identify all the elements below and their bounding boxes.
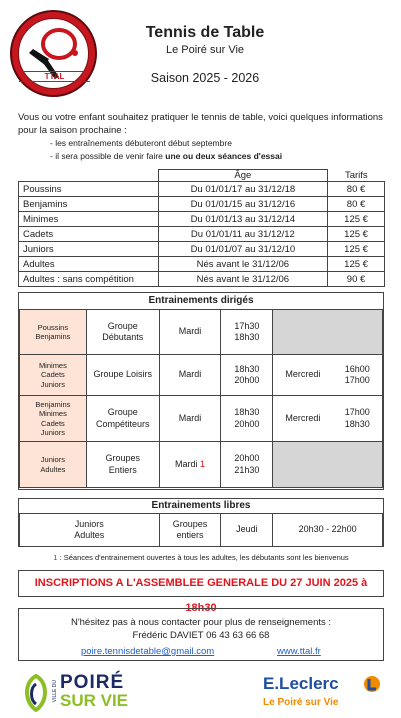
page-title: Tennis de Table bbox=[145, 24, 265, 41]
leclerc-label: E.Leclerc bbox=[263, 674, 339, 693]
website-link[interactable]: www.ttal.fr bbox=[277, 646, 321, 657]
diriges-times: 17h30 18h30 bbox=[221, 310, 273, 355]
bullet-trial: - il sera possible de venir faire une ou deux séances d'essai bbox=[50, 151, 283, 161]
tarif-price: 125 € bbox=[328, 227, 385, 242]
diriges-row bbox=[20, 442, 383, 488]
diriges-ages: Minimes Cadets Juniors bbox=[20, 355, 87, 396]
tarif-cat: Benjamins bbox=[19, 197, 159, 212]
tarif-row bbox=[19, 197, 385, 212]
diriges-ages: Juniors Adultes bbox=[20, 442, 87, 488]
age-header: Âge bbox=[158, 170, 327, 182]
diriges-group: Groupe Débutants bbox=[86, 310, 159, 355]
price-header: Tarifs bbox=[344, 169, 368, 181]
diriges-day: Mardi 1 bbox=[159, 442, 221, 488]
tarif-age: Du 01/01/13 au 31/12/14 bbox=[158, 212, 327, 227]
libres-who: Juniors Adultes bbox=[20, 514, 160, 547]
diriges-times2: 16h00 17h00 bbox=[333, 355, 383, 396]
diriges-times: 18h30 20h00 bbox=[221, 396, 273, 442]
page-subtitle: Le Poiré sur Vie bbox=[165, 44, 245, 56]
tarif-age: Du 01/01/17 au 31/12/18 bbox=[158, 182, 327, 197]
tarif-cat: Poussins bbox=[19, 182, 159, 197]
logo-text: TTAL bbox=[19, 71, 90, 82]
diriges-day2: Mercredi bbox=[273, 396, 333, 442]
tarif-cat: Minimes bbox=[19, 212, 159, 227]
empty-slot bbox=[273, 310, 383, 355]
diriges-times: 18h30 20h00 bbox=[221, 355, 273, 396]
tarif-row bbox=[19, 257, 385, 272]
diriges-group: Groupes Entiers bbox=[86, 442, 159, 488]
diriges-group: Groupe Loisirs bbox=[86, 355, 159, 396]
contact-box bbox=[18, 608, 384, 661]
diriges-ages: Poussins Benjamins bbox=[20, 310, 87, 355]
tarif-cat: Juniors bbox=[19, 242, 159, 257]
tarif-price: 125 € bbox=[328, 257, 385, 272]
poire-label: POIRÉ bbox=[60, 672, 125, 693]
tarif-price: 80 € bbox=[328, 197, 385, 212]
diriges-group: Groupe Compétiteurs bbox=[86, 396, 159, 442]
footnote: 1 : Séances d'entrainement ouvertes à tous les adultes, les débutants sont les bienvenus bbox=[53, 553, 349, 562]
tarif-row bbox=[19, 242, 385, 257]
tarif-age: Du 01/01/11 au 31/12/12 bbox=[158, 227, 327, 242]
diriges-box bbox=[18, 292, 384, 490]
diriges-day: Mardi bbox=[159, 310, 221, 355]
tarif-cat: Cadets bbox=[19, 227, 159, 242]
libres-box bbox=[18, 498, 384, 547]
libres-table bbox=[19, 513, 383, 547]
diriges-row bbox=[20, 355, 383, 396]
footnote-ref: 1 bbox=[200, 458, 206, 469]
tarif-row bbox=[19, 212, 385, 227]
leclerc-logo bbox=[263, 674, 383, 714]
tarif-row bbox=[19, 272, 385, 287]
tarifs-table bbox=[18, 169, 385, 287]
tarif-age: Du 01/01/07 au 31/12/10 bbox=[158, 242, 327, 257]
contact-intro: N'hésitez pas à nous contacter pour plus de renseignements : bbox=[70, 617, 332, 628]
inscription-banner: INSCRIPTIONS A L'ASSEMBLEE GENERALE DU 27 JUIN 2025 à 18h30 bbox=[18, 570, 384, 597]
leclerc-icon bbox=[363, 675, 381, 693]
tarif-price: 125 € bbox=[328, 242, 385, 257]
season-label: Saison 2025 - 2026 bbox=[150, 71, 260, 85]
empty-slot bbox=[273, 442, 383, 488]
diriges-day: Mardi bbox=[159, 355, 221, 396]
tarif-cat: Adultes bbox=[19, 257, 159, 272]
intro-text: Vous ou votre enfant souhaitez pratiquer le tennis de table, voici quelques informations pour la saison prochaine : bbox=[18, 112, 383, 136]
tarif-price: 90 € bbox=[328, 272, 385, 287]
tarif-age: Du 01/01/15 au 31/12/16 bbox=[158, 197, 327, 212]
leclerc-subtitle: Le Poiré sur Vie bbox=[263, 697, 339, 708]
diriges-day2: Mercredi bbox=[273, 355, 333, 396]
libres-group: Groupes entiers bbox=[159, 514, 221, 547]
libres-day: Jeudi bbox=[221, 514, 273, 547]
email-link[interactable]: poire.tennisdetable@gmail.com bbox=[81, 646, 215, 657]
libres-title: Entrainements libres bbox=[19, 499, 383, 514]
diriges-table bbox=[19, 309, 383, 488]
contact-phone: Frédéric DAVIET 06 43 63 66 68 bbox=[132, 630, 270, 641]
tarif-price: 125 € bbox=[328, 212, 385, 227]
diriges-row bbox=[20, 396, 383, 442]
tarif-cat: Adultes : sans compétition bbox=[19, 272, 159, 287]
diriges-times: 20h00 21h30 bbox=[221, 442, 273, 488]
diriges-title: Entrainements dirigés bbox=[19, 293, 383, 310]
tarif-age: Nés avant le 31/12/06 bbox=[158, 257, 327, 272]
diriges-times2: 17h00 18h30 bbox=[333, 396, 383, 442]
bullet-start: - les entraînements débuteront début septembre bbox=[50, 138, 232, 148]
poire-leaf-icon bbox=[22, 672, 50, 712]
tarif-row bbox=[19, 182, 385, 197]
ville-du-label: VILLE DU bbox=[52, 680, 58, 703]
tarif-price: 80 € bbox=[328, 182, 385, 197]
diriges-row bbox=[20, 310, 383, 355]
diriges-day: Mardi bbox=[159, 396, 221, 442]
poire-logo bbox=[22, 672, 162, 712]
sur-vie-label: SUR VIE bbox=[60, 691, 129, 710]
tarif-row bbox=[19, 227, 385, 242]
diriges-ages: Benjamins Minimes Cadets Juniors bbox=[20, 396, 87, 442]
libres-time: 20h30 - 22h00 bbox=[273, 514, 383, 547]
tarif-age: Nés avant le 31/12/06 bbox=[158, 272, 327, 287]
